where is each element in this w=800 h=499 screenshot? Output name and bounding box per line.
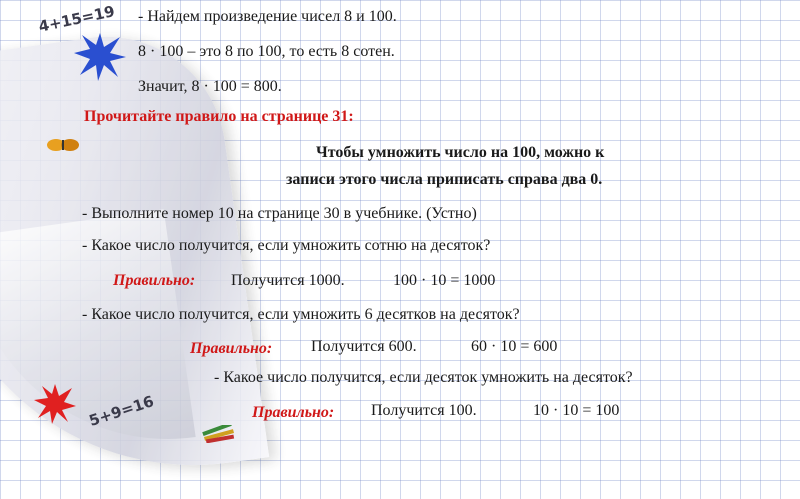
answer-3-text: Получится 100. bbox=[371, 402, 477, 419]
answer-3-expression: 10 · 10 = 100 bbox=[533, 402, 620, 419]
question-3: - Какое число получится, если десяток умножить на десяток? bbox=[214, 369, 633, 386]
intro-line-2: 8 · 100 – это 8 по 100, то есть 8 сотен. bbox=[138, 43, 395, 60]
butterfly-icon bbox=[46, 136, 80, 154]
blue-splat-icon bbox=[70, 25, 130, 85]
answer-1-text: Получится 1000. bbox=[231, 272, 345, 289]
intro-line-1: - Найдем произведение чисел 8 и 100. bbox=[138, 8, 397, 25]
correct-label-2: Правильно: bbox=[190, 340, 273, 357]
answer-2-text: Получится 600. bbox=[311, 338, 417, 355]
correct-label-3: Правильно: bbox=[252, 404, 335, 421]
rule-line-1: Чтобы умножить число на 100, можно к bbox=[316, 144, 605, 161]
pencils-icon bbox=[200, 425, 240, 443]
equation-doodle-bottom: 5+9=16 bbox=[86, 392, 157, 430]
equation-doodle-top: 4+15=19 bbox=[36, 2, 117, 36]
red-splat-icon bbox=[30, 378, 80, 428]
intro-line-3: Значит, 8 · 100 = 800. bbox=[138, 78, 282, 95]
correct-label-1: Правильно: bbox=[113, 272, 196, 289]
read-rule-heading: Прочитайте правило на странице 31: bbox=[84, 108, 354, 125]
question-1: - Какое число получится, если умножить сотню на десяток? bbox=[82, 237, 491, 254]
rule-line-2: записи этого числа приписать справа два 0. bbox=[286, 171, 603, 188]
question-2: - Какое число получится, если умножить 6 десятков на десяток? bbox=[82, 306, 520, 323]
answer-2-expression: 60 · 10 = 600 bbox=[471, 338, 558, 355]
task-line: - Выполните номер 10 на странице 30 в учебнике. (Устно) bbox=[82, 205, 477, 222]
answer-1-expression: 100 · 10 = 1000 bbox=[393, 272, 496, 289]
